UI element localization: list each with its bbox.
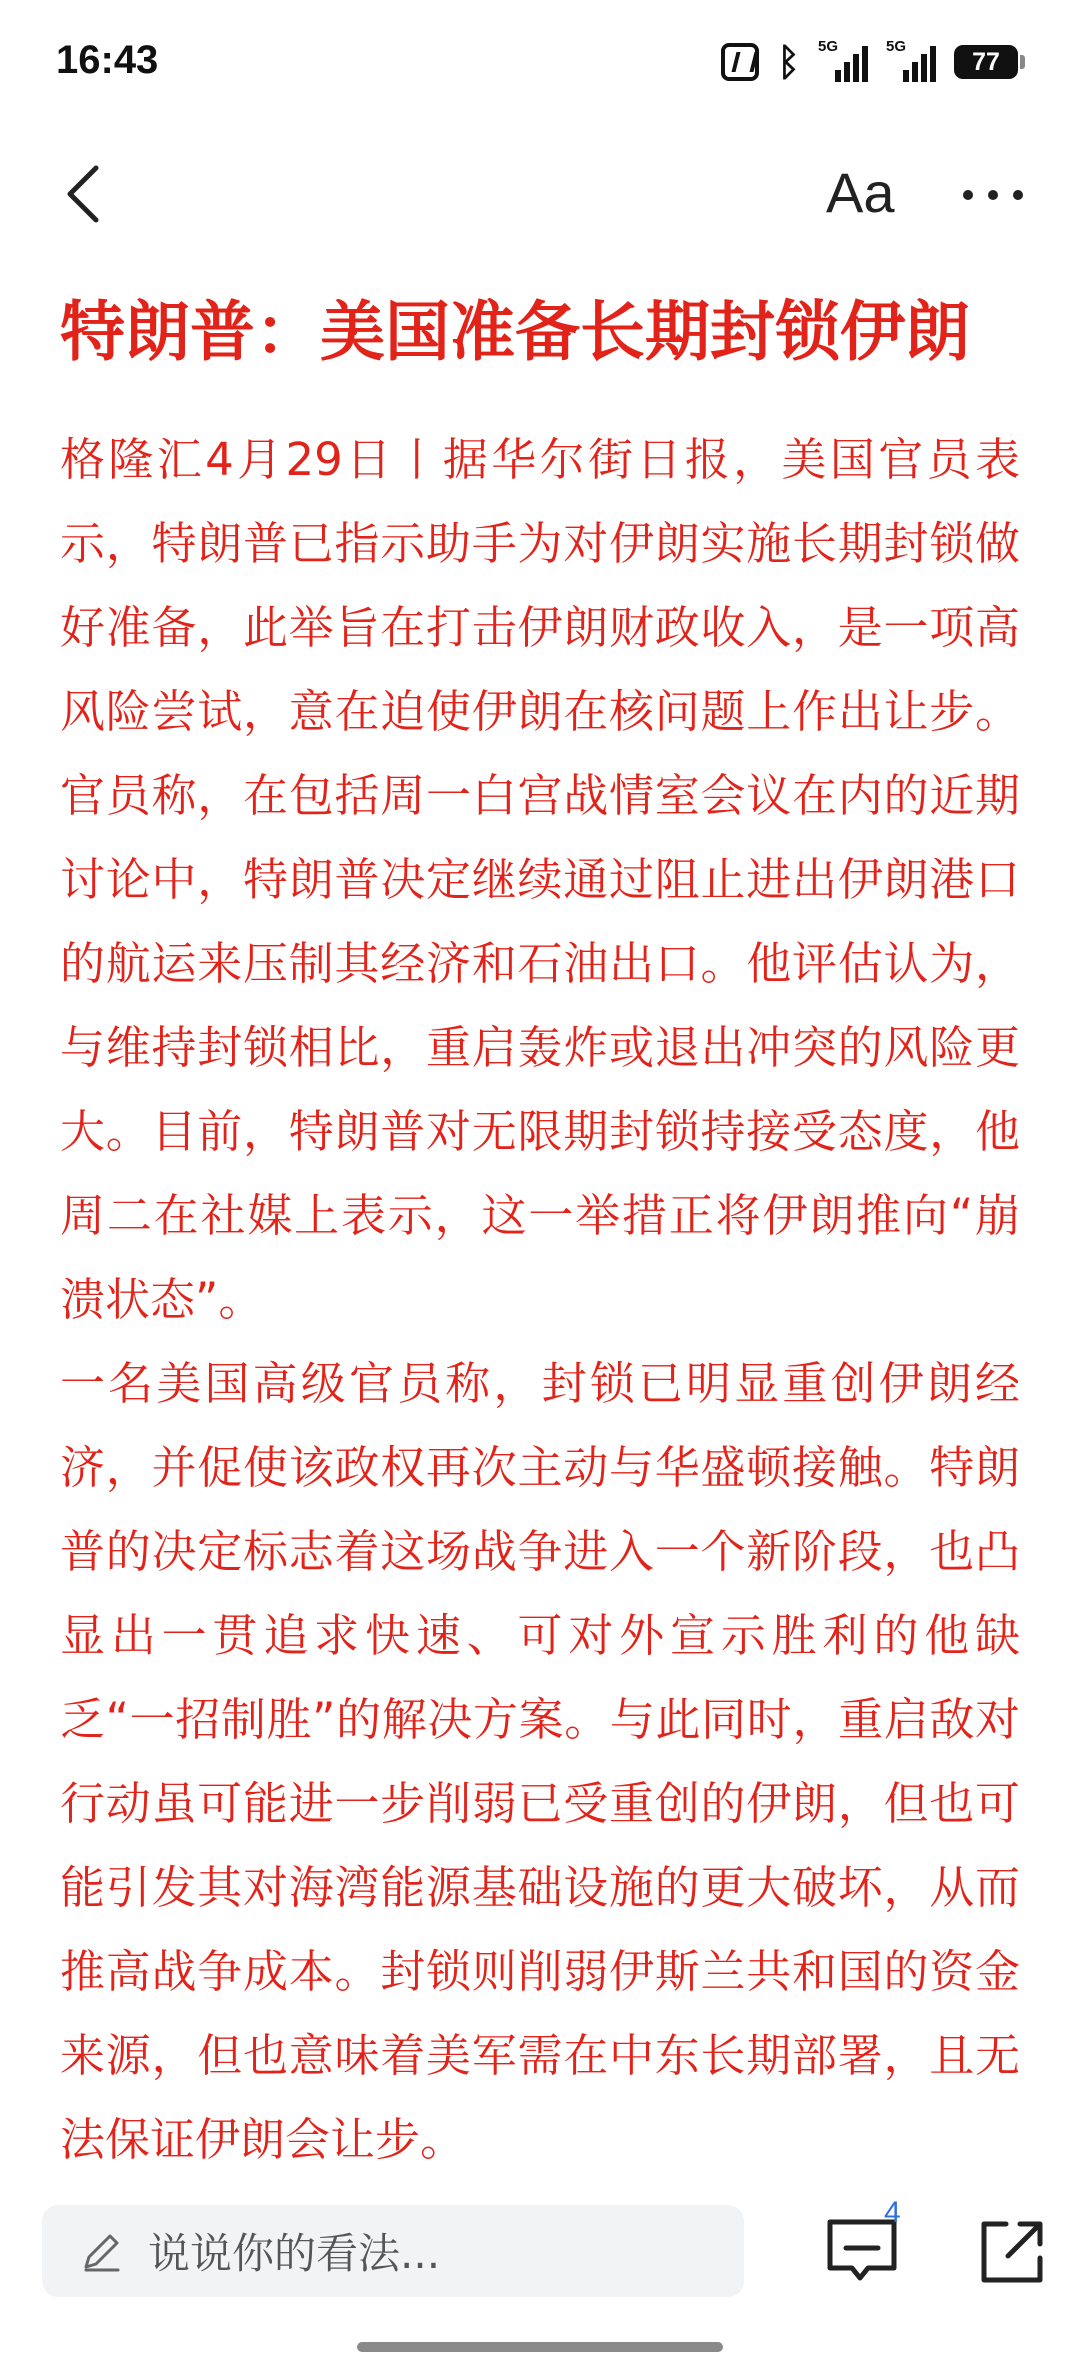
signal-label: 5G [886,38,907,55]
comment-input[interactable] [42,2205,744,2297]
font-size-button[interactable]: Aa [826,161,895,224]
signal-icon [818,38,868,82]
nfc-icon [721,43,759,81]
nav-bar [0,140,1080,250]
share-icon[interactable] [976,2216,1048,2288]
article-paragraph: 格隆汇4月29日丨据华尔街日报，美国官员表示，特朗普已指示助手为对伊朗实施长期封锁做好准备，此举旨在打击伊朗财政收入，是一项高风险尝试，意在迫使伊朗在核问题上作出让步。官员称，在包括周一白宫战情室会议在内的近期讨论中，特朗普决定继续通过阻止进出伊朗港口的航运来压制其经济和石油出口。他评估认为，与维持封锁相比，重启轰炸或退出冲突的风险更大。目前，特朗普对无限期封锁持接受态度，他周二在社媒上表示，这一举措正将伊朗推向“崩溃状态”。 [60,433,1020,1326]
article-body [60,418,1020,2182]
bluetooth-icon: ᛒ [777,40,800,84]
status-icons [721,40,1018,84]
comment-placeholder: 说说你的看法... [148,2229,441,2278]
battery-icon: 77 [954,45,1018,79]
status-bar [0,0,1080,130]
home-indicator[interactable] [357,2342,723,2352]
signal-icon [886,38,936,82]
pencil-icon [80,2229,124,2273]
article-paragraph: 一名美国高级官员称，封锁已明显重创伊朗经济，并促使该政权再次主动与华盛顿接触。特朗普的决定标志着这场战争进入一个新阶段，也凸显出一贯追求快速、可对外宣示胜利的他缺乏“一招制胜”的解决方案。与此同时，重启敌对行动虽可能进一步削弱已受重创的伊朗，但也可能引发其对海湾能源基础设施的更大破坏，从而推高战争成本。封锁则削弱伊斯兰共和国的资金来源，但也意味着美军需在中东长期部署，且无法保证伊朗会让步。 [60,1357,1020,2166]
comment-count-badge: 4 [884,2196,901,2229]
more-icon[interactable] [960,170,1026,220]
back-icon[interactable] [58,164,118,224]
signal-label: 5G [818,38,839,55]
status-time: 16:43 [56,38,159,82]
article-title: 特朗普：美国准备长期封锁伊朗 [60,295,971,370]
